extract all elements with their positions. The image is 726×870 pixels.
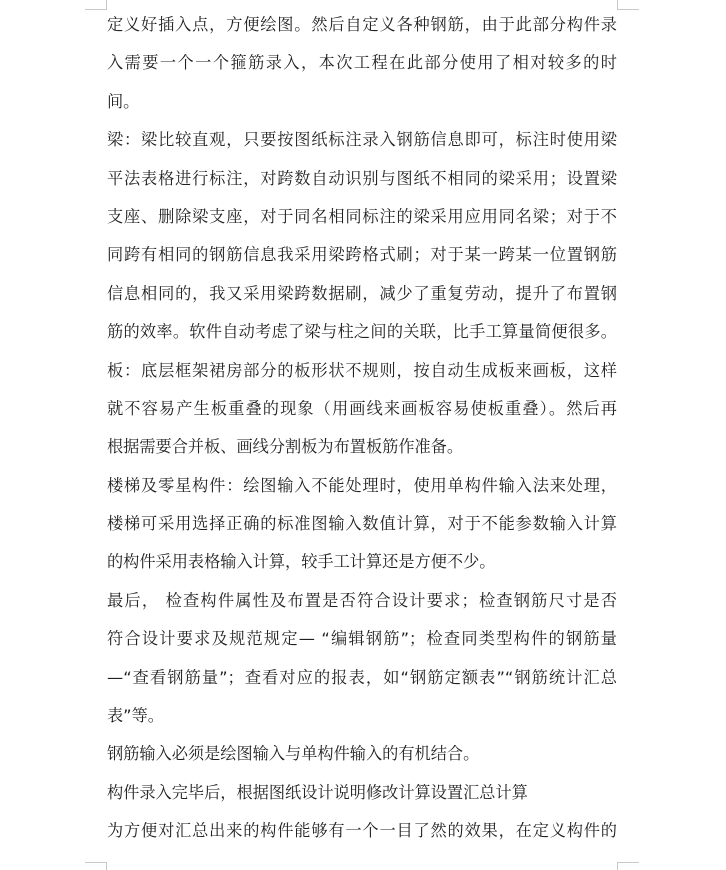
text-line: 平法表格进行标注，对跨数自动识别与图纸不相同的梁采用；设置梁: [107, 168, 617, 188]
text-line: 最后， 检查构件属性及布置是否符合设计要求；检查钢筋尺寸是否: [107, 590, 617, 610]
crop-mark-top-left: [85, 9, 107, 10]
crop-mark-bottom-left: [85, 862, 107, 863]
text-line: 信息相同的，我又采用梁跨数据刷，减少了重复劳动，提升了布置钢: [107, 283, 617, 303]
text-line: 楼梯可采用选择正确的标准图输入数值计算，对于不能参数输入计算: [107, 514, 617, 534]
text-line: 板：底层框架裙房部分的板形状不规则，按自动生成板来画板，这样: [107, 360, 617, 380]
text-line: 构件录入完毕后，根据图纸设计说明修改计算设置汇总计算: [107, 782, 528, 802]
text-line: 筋的效率。软件自动考虑了梁与柱之间的关联，比手工算量简便很多。: [107, 322, 617, 342]
text-line: 钢筋输入必须是绘图输入与单构件输入的有机结合。: [107, 744, 480, 764]
text-line: 同跨有相同的钢筋信息我采用梁跨格式刷；对于某一跨某一位置钢筋: [107, 245, 617, 265]
text-line: 就不容易产生板重叠的现象（用画线来画板容易使板重叠）。然后再: [107, 398, 617, 418]
crop-mark-bottom-right: [617, 862, 618, 870]
text-line: —“查看钢筋量”；查看对应的报表，如“钢筋定额表”“钢筋统计汇总: [107, 667, 617, 687]
text-line: 的构件采用表格输入计算，较手工计算还是方便不少。: [107, 552, 496, 572]
text-line: 表”等。: [107, 706, 164, 726]
crop-mark-top-right: [617, 0, 618, 10]
text-line: 间。: [107, 91, 140, 111]
text-line: 支座、删除梁支座，对于同名相同标注的梁采用应用同名梁；对于不: [107, 206, 617, 226]
crop-mark-top-right: [617, 9, 639, 10]
text-line: 楼梯及零星构件：绘图输入不能处理时，使用单构件输入法来处理，: [107, 475, 617, 495]
text-line: 梁：梁比较直观，只要按图纸标注录入钢筋信息即可，标注时使用梁: [107, 130, 617, 150]
text-line: 为方便对汇总出来的构件能够有一个一目了然的效果，在定义构件的: [107, 821, 617, 841]
text-line: 入需要一个一个箍筋录入，本次工程在此部分使用了相对较多的时: [107, 53, 617, 73]
text-line: 根据需要合并板、画线分割板为布置板筋作准备。: [107, 437, 464, 457]
text-line: 定义好插入点，方便绘图。然后自定义各种钢筋，由于此部分构件录: [107, 15, 617, 34]
crop-mark-bottom-right: [617, 862, 639, 863]
crop-mark-bottom-left: [106, 862, 107, 870]
text-line: 符合设计要求及规范规定— “编辑钢筋”；检查同类型构件的钢筋量: [107, 629, 617, 649]
document-body: [107, 6, 617, 851]
